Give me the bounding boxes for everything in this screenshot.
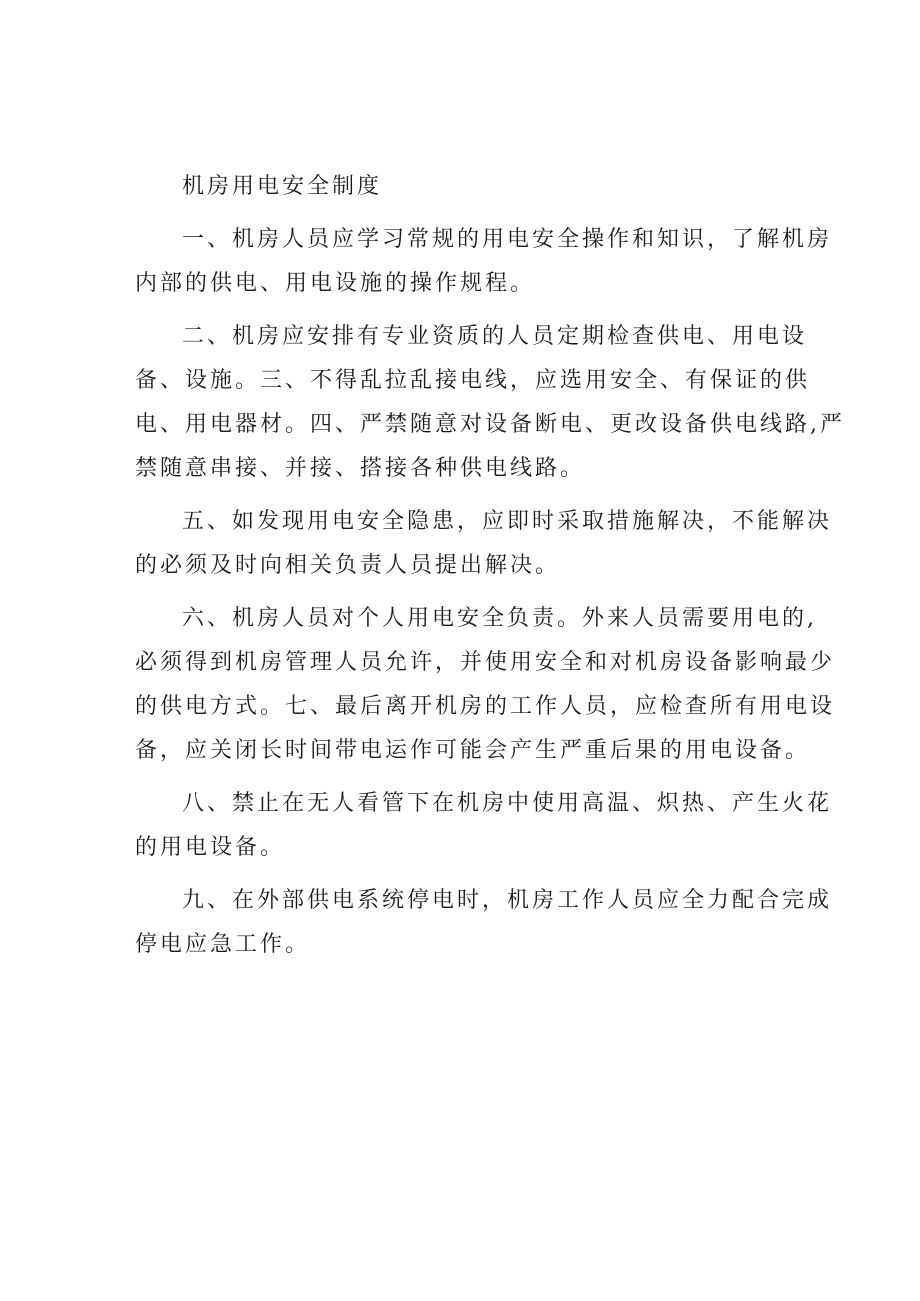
paragraph-line: 必须得到机房管理人员允许，并使用安全和对机房设备影响最少 xyxy=(135,650,836,675)
paragraph-4 xyxy=(135,597,836,773)
paragraph-5 xyxy=(135,782,833,870)
paragraph-line: 五、如发现用电安全隐患，应即时采取措施解决，不能解决 xyxy=(182,509,833,534)
paragraph-line: 九、在外部供电系统停电时，机房工作人员应全力配合完成 xyxy=(182,888,833,913)
paragraph-3 xyxy=(135,500,833,588)
paragraph-line: 备，应关闭长时间带电运作可能会产生严重后果的用电设备。 xyxy=(135,738,811,763)
document-body xyxy=(135,165,845,967)
paragraph-line: 一、机房人员应学习常规的用电安全操作和知识，了解机房 xyxy=(182,227,833,252)
paragraph-line: 八、禁止在无人看管下在机房中使用高温、炽热、产生火花 xyxy=(182,791,833,816)
paragraph-line: 电、用电器材。四、严禁随意对设备断电、更改设备供电线路,严 xyxy=(135,412,845,437)
paragraph-line: 停电应急工作。 xyxy=(135,932,311,957)
paragraph-line: 备、设施。三、不得乱拉乱接电线，应选用安全、有保证的供 xyxy=(135,368,811,393)
paragraph-2 xyxy=(135,315,845,491)
paragraph-line: 的必须及时向相关负责人员提出解决。 xyxy=(135,553,561,578)
paragraph-line: 内部的供电、用电设施的操作规程。 xyxy=(135,271,536,296)
paragraph-6 xyxy=(135,879,833,967)
paragraph-line: 六、机房人员对个人用电安全负责。外来人员需要用电的, xyxy=(182,606,817,631)
paragraph-line: 的供电方式。七、最后离开机房的工作人员，应检查所有用电设 xyxy=(135,694,836,719)
paragraph-line: 禁随意串接、并接、搭接各种供电线路。 xyxy=(135,456,586,481)
paragraph-line: 二、机房应安排有专业资质的人员定期检查供电、用电设 xyxy=(182,324,808,349)
paragraph-1 xyxy=(135,218,833,306)
paragraph-line: 的用电设备。 xyxy=(135,835,286,860)
document-title: 机房用电安全制度 xyxy=(182,174,383,199)
